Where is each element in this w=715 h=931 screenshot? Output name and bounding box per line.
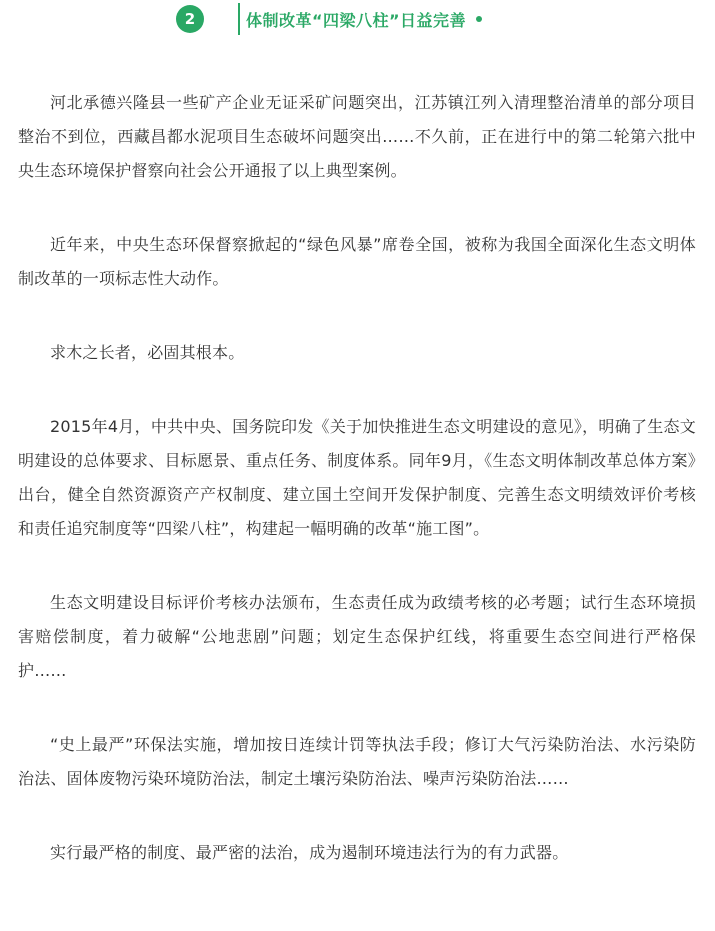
paragraph-5: 生态文明建设目标评价考核办法颁布，生态责任成为政绩考核的必考题；试行生态环境损害赔偿制度，着力破解“公地悲剧”问题；划定生态保护红线，将重要生态空间进行严格保护……	[18, 593, 696, 680]
dot-icon	[476, 16, 482, 22]
article-body	[18, 86, 696, 870]
paragraph-4: 2015年4月，中共中央、国务院印发《关于加快推进生态文明建设的意见》，明确了生态文明建设的总体要求、目标愿景、重点任务、制度体系。同年9月，《生态文明体制改革总体方案》出台，健全自然资源资产产权制度、建立国土空间开发保护制度、完善生态文明绩效评价考核和责任追究制度等“四梁八柱”，构建起一幅明确的改革“施工图”。	[18, 417, 696, 538]
section-header	[176, 2, 482, 36]
paragraph-1: 河北承德兴隆县一些矿产企业无证采矿问题突出，江苏镇江列入清理整治清单的部分项目整治不到位，西藏昌都水泥项目生态破坏问题突出……不久前，正在进行中的第二轮第六批中央生态环境保护督察向社会公开通报了以上典型案例。	[18, 93, 696, 180]
paragraph-7: 实行最严格的制度、最严密的法治，成为遏制环境违法行为的有力武器。	[50, 843, 569, 862]
header-divider	[238, 3, 240, 35]
section-number-badge: 2	[176, 5, 204, 33]
section-title: 体制改革“四梁八柱”日益完善	[246, 10, 467, 30]
paragraph-6: “史上最严”环保法实施，增加按日连续计罚等执法手段；修订大气污染防治法、水污染防治法、固体废物污染环境防治法，制定土壤污染防治法、噪声污染防治法……	[18, 735, 696, 788]
paragraph-3: 求木之长者，必固其根本。	[50, 343, 245, 362]
paragraph-2: 近年来，中央生态环保督察掀起的“绿色风暴”席卷全国，被称为我国全面深化生态文明体制改革的一项标志性大动作。	[18, 235, 696, 288]
